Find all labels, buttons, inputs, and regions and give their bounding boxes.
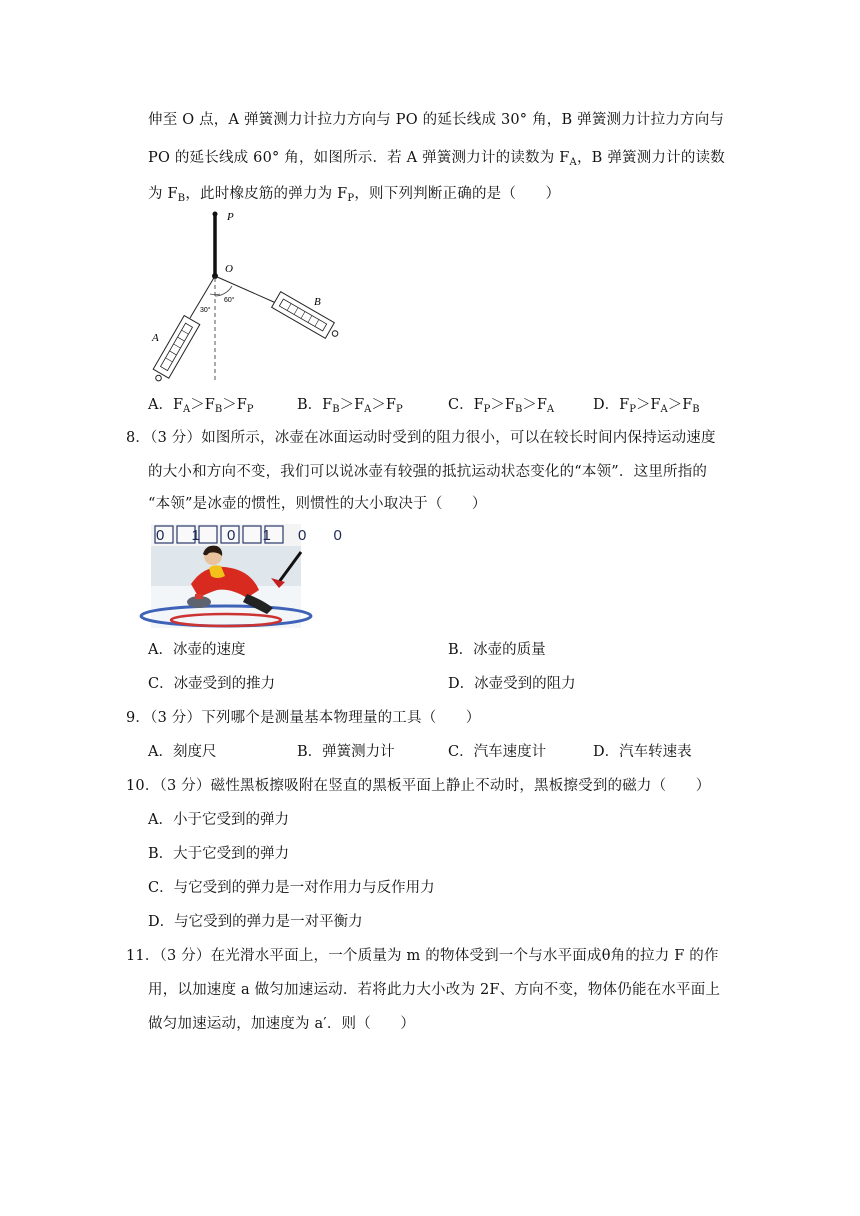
- q7-line-1: 伸至 O 点，A 弹簧测力计拉力方向与 PO 的延长线成 30° 角，B 弹簧测力计拉力方向与: [148, 112, 725, 128]
- q8-option-a: A．冰壶的速度: [148, 642, 246, 658]
- q9-option-b: B．弹簧测力计: [297, 744, 395, 760]
- q8-option-d: D．冰壶受到的阻力: [448, 676, 576, 692]
- spring-balance-b: [272, 292, 342, 343]
- force-diagram: [140, 208, 350, 386]
- q7-option-a: A．$F_A>F_B>F_P$: [148, 397, 254, 415]
- label-b: B: [314, 296, 321, 308]
- q8-option-b: B．冰壶的质量: [448, 642, 546, 658]
- q11-line-1: 11．（3 分）在光滑水平面上，一个质量为 m 的物体受到一个与水平面成θ角的拉力 F 的作: [126, 948, 719, 964]
- scoreboard-digits: 0 1 0 1 0 0: [156, 527, 354, 544]
- point-p-dot: [213, 212, 218, 217]
- q10-option-c: C．与它受到的弹力是一对作用力与反作用力: [148, 880, 435, 896]
- q7-line-2: PO 的延长线成 60° 角，如图所示．若 A 弹簧测力计的读数为 $F_A$，B 弹簧测力计的读数: [148, 150, 725, 168]
- curling-photo: [151, 524, 354, 628]
- q8-option-c: C．冰壶受到的推力: [148, 676, 276, 692]
- q9-line-1: 9．（3 分）下列哪个是测量基本物理量的工具（ ）: [126, 710, 481, 726]
- label-o: O: [225, 263, 233, 275]
- q9-option-a: A．刻度尺: [148, 744, 217, 760]
- q7-line-3: 为 $F_B$，此时橡皮筋的弹力为 $F_P$，则下列判断正确的是（ ）: [148, 186, 561, 204]
- q8-line-3: “本领”是冰壶的惯性，则惯性的大小取决于（ ）: [148, 496, 487, 512]
- q10-option-b: B．大于它受到的弹力: [148, 846, 290, 862]
- q8-line-1: 8．（3 分）如图所示，冰壶在冰面运动时受到的阻力很小，可以在较长时间内保持运动速度: [126, 430, 716, 446]
- q11-line-3: 做匀加速运动，加速度为 a′．则（ ）: [148, 1016, 416, 1032]
- spring-balance-a: [149, 316, 199, 385]
- angle-label-30: 30°: [200, 307, 211, 314]
- q7-option-d: D．$F_P>F_A>F_B$: [593, 397, 700, 415]
- q8-line-2: 的大小和方向不变，我们可以说冰壶有较强的抵抗运动状态变化的“本领”．这里所指的: [148, 464, 708, 480]
- q9-option-d: D．汽车转速表: [593, 744, 692, 760]
- q9-option-c: C．汽车速度计: [448, 744, 547, 760]
- q7-option-b: B．$F_B>F_A>F_P$: [297, 397, 403, 415]
- label-p: P: [227, 211, 234, 223]
- q10-option-a: A．小于它受到的弹力: [148, 812, 289, 828]
- q11-line-2: 用，以加速度 a 做匀加速运动．若将此力大小改为 2F、方向不变，物体仍能在水平面上: [148, 982, 721, 998]
- q10-line-1: 10．（3 分）磁性黑板擦吸附在竖直的黑板平面上静止不动时，黑板擦受到的磁力（ ）: [126, 778, 711, 794]
- q7-option-c: C．$F_P>F_B>F_A$: [448, 397, 555, 415]
- q10-option-d: D．与它受到的弹力是一对平衡力: [148, 914, 363, 930]
- angle-label-60: 60°: [224, 297, 235, 304]
- label-a: A: [152, 332, 159, 344]
